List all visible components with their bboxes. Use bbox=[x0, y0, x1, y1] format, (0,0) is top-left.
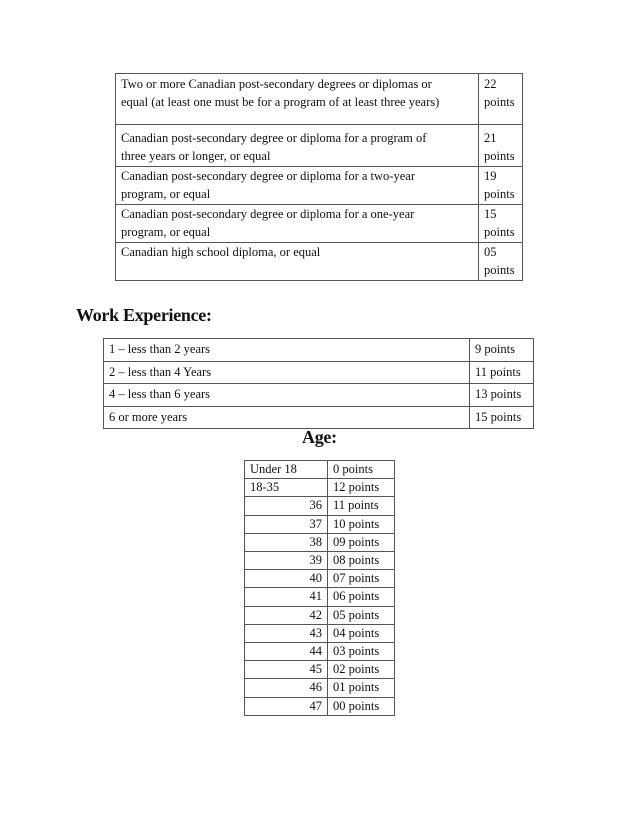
table-row bbox=[116, 74, 523, 125]
age-points-cell: 02 points bbox=[328, 661, 395, 679]
age-points-cell: 10 points bbox=[328, 515, 395, 533]
table-row bbox=[245, 606, 395, 624]
table-row bbox=[245, 697, 395, 715]
education-description-cell bbox=[116, 205, 479, 243]
age-points-cell: 01 points bbox=[328, 679, 395, 697]
points-unit: points bbox=[484, 224, 515, 239]
description-line: equal (at least one must be for a program of at least three years) bbox=[121, 94, 440, 109]
table-row bbox=[104, 361, 534, 384]
education-description-cell bbox=[116, 243, 479, 281]
table-row bbox=[104, 339, 534, 362]
education-description-cell bbox=[116, 125, 479, 167]
age-cell: 41 bbox=[245, 588, 328, 606]
experience-points-cell: 15 points bbox=[470, 406, 534, 429]
experience-points-cell: 9 points bbox=[470, 339, 534, 362]
age-cell: 38 bbox=[245, 533, 328, 551]
education-points-cell bbox=[479, 205, 523, 243]
points-value: 21 bbox=[484, 131, 497, 145]
table-row bbox=[245, 643, 395, 661]
points-unit: points bbox=[484, 148, 515, 163]
table-row bbox=[104, 406, 534, 429]
age-cell: 44 bbox=[245, 643, 328, 661]
age-points-cell: 05 points bbox=[328, 606, 395, 624]
age-points-cell: 07 points bbox=[328, 570, 395, 588]
education-points-cell bbox=[479, 243, 523, 281]
description-line: Canadian post-secondary degree or diploma for a two-year bbox=[121, 169, 415, 183]
age-cell: 18-35 bbox=[245, 479, 328, 497]
age-points-cell: 12 points bbox=[328, 479, 395, 497]
description-line: Canadian post-secondary degree or diploma for a program of bbox=[121, 131, 427, 145]
age-points-cell: 03 points bbox=[328, 643, 395, 661]
points-unit: points bbox=[484, 262, 515, 277]
description-line: program, or equal bbox=[121, 186, 211, 201]
age-cell: 37 bbox=[245, 515, 328, 533]
experience-range-cell: 4 – less than 6 years bbox=[104, 384, 470, 407]
table-row bbox=[245, 624, 395, 642]
work-experience-heading: Work Experience: bbox=[76, 305, 212, 325]
age-points-table bbox=[244, 460, 395, 716]
points-unit: points bbox=[484, 94, 515, 109]
age-cell: Under 18 bbox=[245, 461, 328, 479]
education-points-table bbox=[115, 73, 523, 281]
age-cell: 42 bbox=[245, 606, 328, 624]
table-row bbox=[104, 384, 534, 407]
experience-range-cell: 2 – less than 4 Years bbox=[104, 361, 470, 384]
description-line: Two or more Canadian post-secondary degrees or diplomas or bbox=[121, 77, 432, 91]
table-row bbox=[116, 243, 523, 281]
table-row bbox=[245, 588, 395, 606]
table-row bbox=[245, 533, 395, 551]
age-points-cell: 09 points bbox=[328, 533, 395, 551]
education-points-cell bbox=[479, 125, 523, 167]
description-line: program, or equal bbox=[121, 224, 211, 239]
points-value: 15 bbox=[484, 207, 497, 221]
education-description-cell bbox=[116, 74, 479, 125]
table-row bbox=[245, 479, 395, 497]
age-cell: 43 bbox=[245, 624, 328, 642]
age-points-cell: 08 points bbox=[328, 552, 395, 570]
points-value: 22 bbox=[484, 77, 497, 91]
table-row bbox=[116, 167, 523, 205]
experience-range-cell: 6 or more years bbox=[104, 406, 470, 429]
experience-points-cell: 11 points bbox=[470, 361, 534, 384]
age-cell: 39 bbox=[245, 552, 328, 570]
description-line: Canadian post-secondary degree or diploma for a one-year bbox=[121, 207, 415, 221]
education-points-cell bbox=[479, 167, 523, 205]
description-line: Canadian high school diploma, or equal bbox=[121, 245, 321, 259]
points-value: 05 bbox=[484, 245, 497, 259]
age-heading: Age: bbox=[302, 427, 337, 447]
table-row bbox=[245, 552, 395, 570]
table-row bbox=[245, 570, 395, 588]
age-cell: 40 bbox=[245, 570, 328, 588]
table-row bbox=[245, 515, 395, 533]
age-cell: 36 bbox=[245, 497, 328, 515]
age-cell: 46 bbox=[245, 679, 328, 697]
age-points-cell: 04 points bbox=[328, 624, 395, 642]
experience-points-cell: 13 points bbox=[470, 384, 534, 407]
table-row bbox=[245, 461, 395, 479]
age-points-cell: 00 points bbox=[328, 697, 395, 715]
work-experience-table bbox=[103, 338, 534, 429]
table-row bbox=[116, 205, 523, 243]
points-unit: points bbox=[484, 186, 515, 201]
table-row bbox=[245, 497, 395, 515]
table-row bbox=[245, 679, 395, 697]
age-cell: 45 bbox=[245, 661, 328, 679]
education-description-cell bbox=[116, 167, 479, 205]
table-row bbox=[245, 661, 395, 679]
age-points-cell: 0 points bbox=[328, 461, 395, 479]
points-value: 19 bbox=[484, 169, 497, 183]
experience-range-cell: 1 – less than 2 years bbox=[104, 339, 470, 362]
age-cell: 47 bbox=[245, 697, 328, 715]
age-points-cell: 06 points bbox=[328, 588, 395, 606]
description-line: three years or longer, or equal bbox=[121, 148, 271, 163]
education-points-cell bbox=[479, 74, 523, 125]
table-row bbox=[116, 125, 523, 167]
age-points-cell: 11 points bbox=[328, 497, 395, 515]
